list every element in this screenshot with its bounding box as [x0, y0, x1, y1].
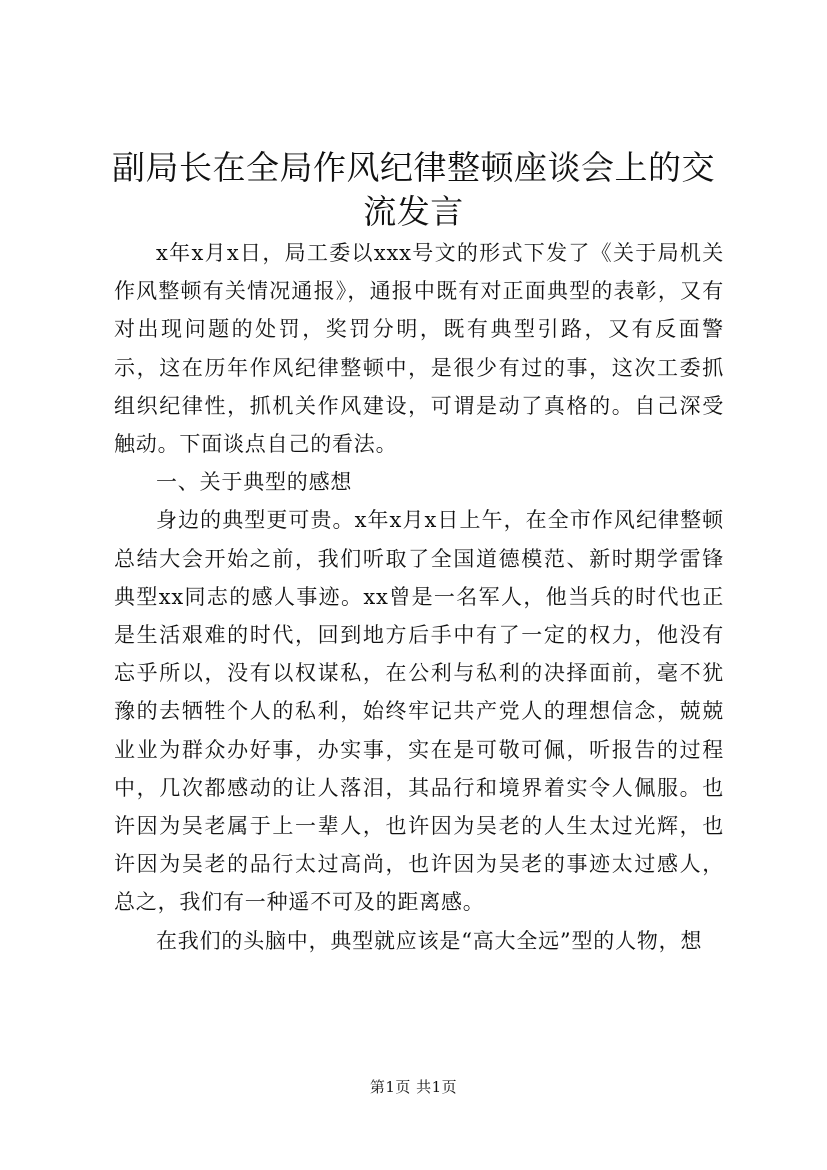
page-footer: 第1页 共1页: [369, 1078, 458, 1096]
paragraph-continued: 在我们的头脑中，典型就应该是“高大全远”型的人物，想: [156, 928, 703, 953]
document-title: 副局长在全局作风纪律整顿座谈会上的交流发言: [112, 148, 715, 231]
paragraph-typical-example: 身边的典型更可贵。x年x月x日上午，在全市作风纪律整顿总结大会开始之前，我们听取了全国道德模范、新时期学雷锋典型xx同志的感人事迹。xx曾是一名军人，他当兵的时代也正是生活艰难的时代，回到地方后手中有了一定的权力，他没有忘乎所以，没有以权谋私，在公利与私利的决择面前，毫不犹豫的去牺牲个人的私利，始终牢记共产党人的理想信念，兢兢业业为群众办好事，办实事，实在是可敬可佩，听报告的过程中，几次都感动的让人落泪，其品行和境界着实令人佩服。也许因为吴老属于上一辈人，也许因为吴老的人生太过光辉，也许因为吴老的品行太过高尚，也许因为吴老的事迹太过感人，总之，我们有一种遥不可及的距离感。: [114, 508, 724, 915]
section-heading: 一、关于典型的感想: [156, 470, 353, 495]
document-body: [114, 234, 724, 960]
paragraph-intro: x年x月x日，局工委以xxx号文的形式下发了《关于局机关作风整顿有关情况通报》，通报中既有对正面典型的表彰，又有对出现问题的处罚，奖罚分明，既有典型引路，又有反面警示，这在历年作风纪律整顿中，是很少有过的事，这次工委抓组织纪律性，抓机关作风建设，可谓是动了真格的。自己深受触动。下面谈点自己的看法。: [114, 241, 724, 457]
